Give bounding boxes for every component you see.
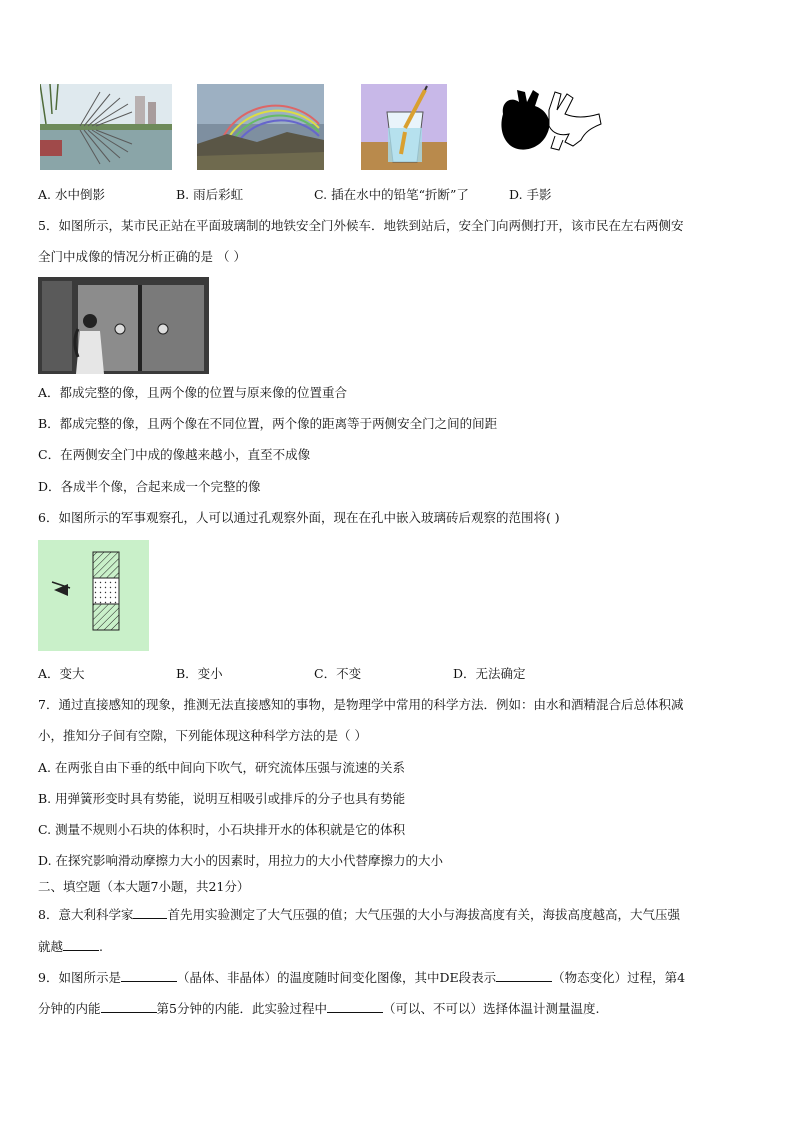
pic-observation-hole — [38, 540, 149, 651]
q7-option-b: B. 用弹簧形变时具有势能，说明互相吸引或排斥的分子也具有势能 — [38, 791, 406, 806]
q6-option-b: B．变小 — [176, 666, 223, 681]
q9-line2-b: 第5分钟的内能．此实验过程中 — [156, 1001, 327, 1016]
q9-line1-c: （物态变化）过程，第4 — [552, 970, 686, 985]
q5-stem-line1: 5．如图所示，某市民正站在平面玻璃制的地铁安全门外候车．地铁到站后，安全门向两侧打开，该市民在左右两侧安 — [38, 218, 684, 233]
q8-line2 — [38, 938, 103, 955]
q8-part4: . — [99, 939, 103, 954]
q9-line1-b: （晶体、非晶体）的温度随时间变化图像，其中DE段表示 — [176, 970, 497, 985]
q8-part3: 就越 — [38, 939, 64, 954]
q6-option-c: C．不变 — [314, 666, 362, 681]
q7-option-c: C. 测量不规则小石块的体积时，小石块排开水的体积就是它的体积 — [38, 822, 406, 837]
pic-rainbow — [197, 84, 324, 170]
q9-line1-a: 9．如图所示是 — [38, 970, 121, 985]
q4-option-c: C. 插在水中的铅笔“折断”了 — [314, 187, 469, 202]
q6-stem: 6．如图所示的军事观察孔，人可以通过孔观察外面，现在在孔中嵌入玻璃砖后观察的范围将( ) — [38, 510, 560, 525]
q9-blank-4[interactable] — [327, 1000, 383, 1013]
section-title-fill-in: 二、填空题（本大题7小题，共21分） — [38, 879, 250, 894]
q8-blank-1[interactable] — [133, 906, 167, 919]
q5-option-d: D．各成半个像，合起来成一个完整的像 — [38, 479, 261, 494]
q9-blank-3[interactable] — [101, 1000, 157, 1013]
q7-stem-line2: 小，推知分子间有空隙，下列能体现这种科学方法的是（ ） — [38, 728, 367, 743]
q9-line2 — [38, 1000, 599, 1017]
q9-line2-c: （可以、不可以）选择体温计测量温度. — [382, 1001, 600, 1016]
q6-option-d: D．无法确定 — [453, 666, 526, 681]
q6-option-a: A．变大 — [38, 666, 85, 681]
pic-subway-safety-door — [38, 277, 209, 374]
pic-pencil-in-water — [361, 84, 447, 170]
q7-option-a: A. 在两张自由下垂的纸中间向下吹气，研究流体压强与流速的关系 — [38, 760, 405, 775]
q8-part2: 首先用实验测定了大气压强的值；大气压强的大小与海拔高度有关，海拔高度越高，大气压强 — [167, 907, 680, 922]
q5-option-b: B．都成完整的像，且两个像在不同位置，两个像的距离等于两侧安全门之间的间距 — [38, 416, 498, 431]
pic-hand-shadow — [495, 88, 605, 160]
q4-option-b: B. 雨后彩虹 — [176, 187, 244, 202]
q9-blank-1[interactable] — [121, 969, 177, 982]
q9-line2-a: 分钟的内能 — [38, 1001, 101, 1016]
q5-option-a: A．都成完整的像，且两个像的位置与原来像的位置重合 — [38, 385, 348, 400]
q8-line1 — [38, 906, 680, 923]
q9-blank-2[interactable] — [496, 969, 552, 982]
q5-stem-line2: 全门中成像的情况分析正确的是 （ ） — [38, 249, 246, 264]
q4-option-a: A. 水中倒影 — [38, 187, 105, 202]
pic-water-reflection — [40, 84, 172, 170]
q9-line1 — [38, 969, 685, 986]
q5-option-c: C．在两侧安全门中成的像越来越小，直至不成像 — [38, 447, 311, 462]
q8-blank-2[interactable] — [63, 938, 99, 951]
q8-part1: 8．意大利科学家 — [38, 907, 134, 922]
q7-stem-line1: 7．通过直接感知的现象，推测无法直接感知的事物，是物理学中常用的科学方法．例如：由水和酒精混合后总体积减 — [38, 697, 684, 712]
q7-option-d: D. 在探究影响滑动摩擦力大小的因素时，用拉力的大小代替摩擦力的大小 — [38, 853, 444, 868]
q4-option-d: D. 手影 — [509, 187, 552, 202]
